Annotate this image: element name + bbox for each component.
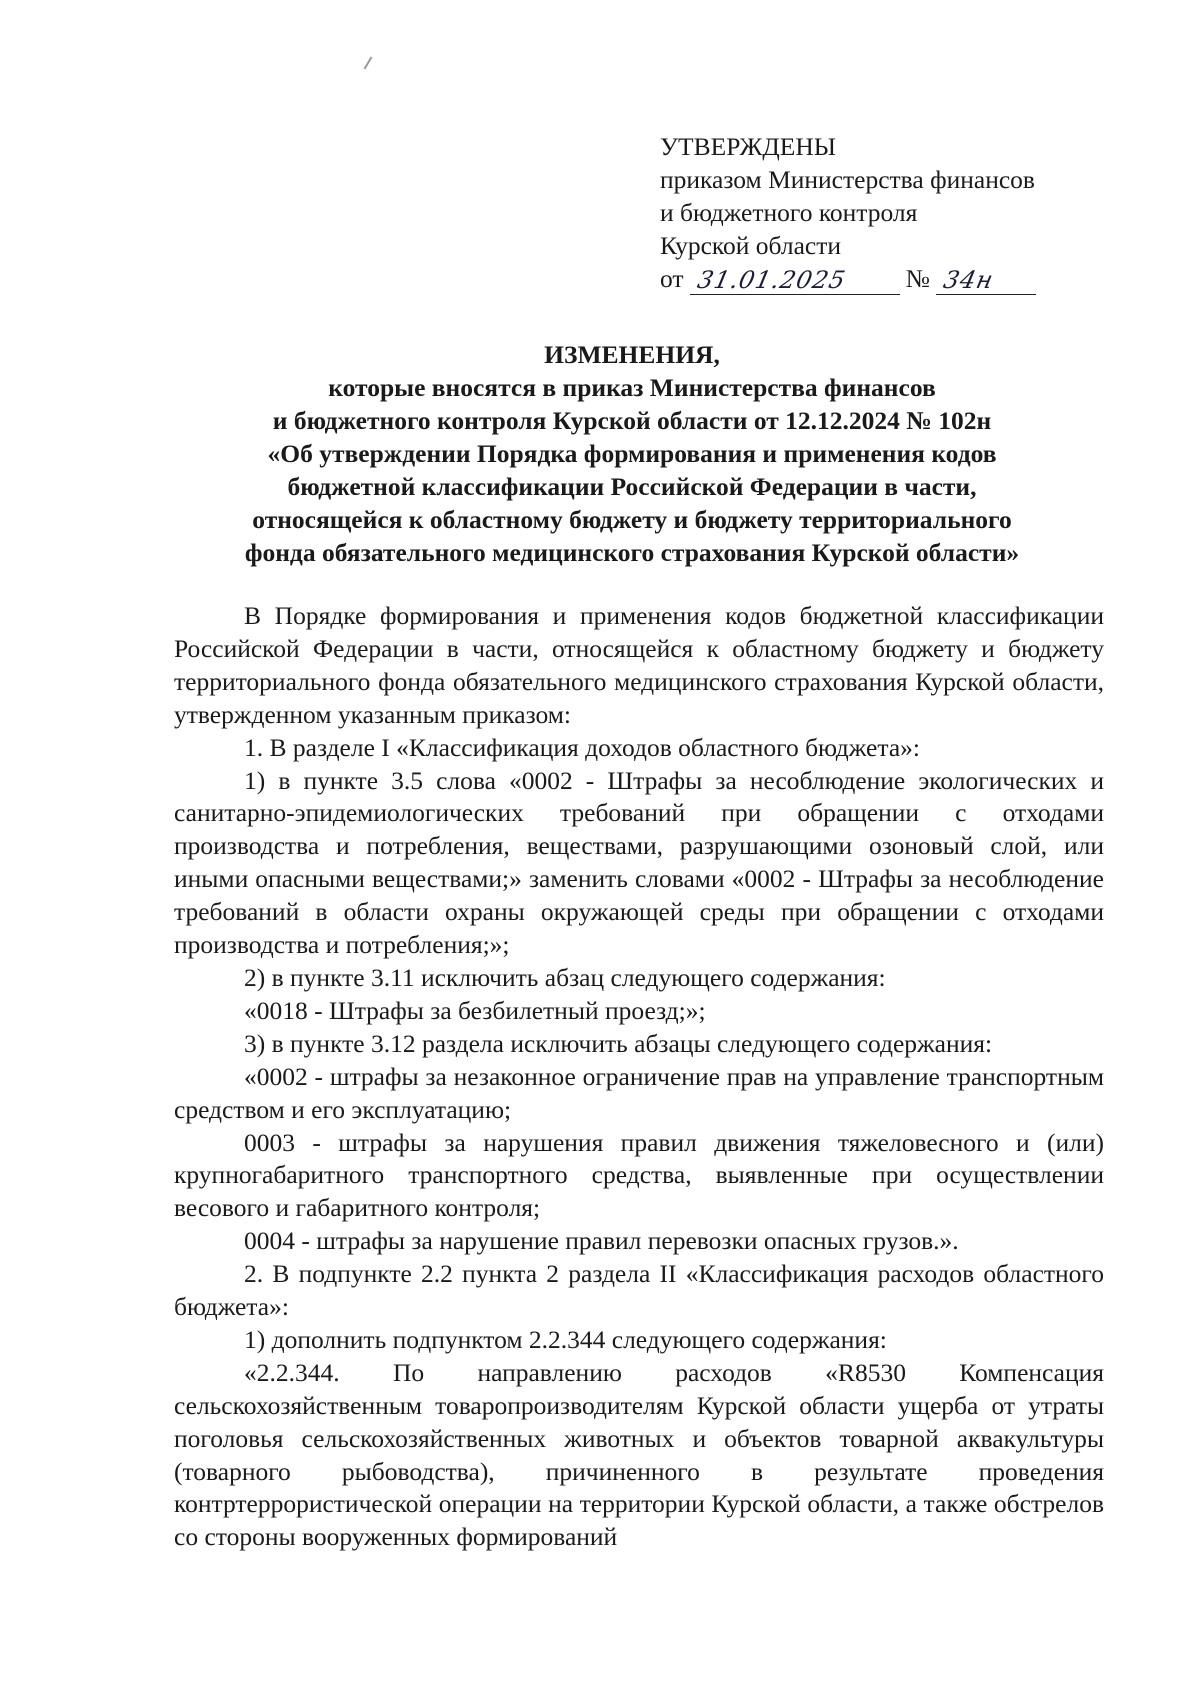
date-field: [690, 264, 900, 295]
handwritten-date: 31.01.2025: [694, 266, 848, 294]
approval-date-number-line: [660, 262, 1100, 295]
approval-line-3: Курской области: [660, 231, 842, 260]
item-1-2: 2) в пункте 3.11 исключить абзац следующего содержания:: [244, 962, 886, 992]
section-1-heading: 1. В разделе I «Классификация доходов областного бюджета»:: [244, 732, 920, 762]
approval-line-1: приказом Министерства финансов: [660, 165, 1035, 194]
handwritten-number: 34н: [940, 266, 997, 294]
section-2-heading: 2. В подпункте 2.2 пункта 2 раздела II «Классификация расходов областного бюджета»:: [174, 1259, 1104, 1322]
date-prefix: от: [660, 264, 684, 293]
number-prefix: №: [905, 264, 930, 293]
item-1-1: 1) в пункте 3.5 слова «0002 - Штрафы за несоблюдение экологических и санитарно-эпидемиологических требований при обращении с отходами производства и потребления, веществами, разрушающими озоновый слой, или иными опасными веществами;» заменить словами «0002 - Штрафы за несоблюдение требований в области охраны окружающей среды при обращении с отходами производства и потребления;»;: [174, 765, 1104, 960]
title-line-4: «Об утверждении Порядка формирования и применения кодов: [267, 439, 997, 468]
item-1-3: 3) в пункте 3.12 раздела исключить абзацы следующего содержания:: [244, 1028, 993, 1058]
item-1-3-b: 0003 - штрафы за нарушения правил движения тяжеловесного и (или) крупногабаритного транспортного средства, выявленные при осуществлении весового и габаритного контроля;: [174, 1127, 1104, 1223]
item-1-3-a: «0002 - штрафы за незаконное ограничение прав на управление транспортным средством и его эксплуатацию;: [174, 1061, 1104, 1124]
item-2-1-text: «2.2.344. По направлению расходов «R8530 Компенсация сельскохозяйственным товаропроизводителям Курской области ущерба от утраты поголовья сельскохозяйственных животных и объектов товарной аквакультуры (товарного рыбоводства), причиненного в результате проведения контртеррористической операции на территории Курской области, а также обстрелов со стороны вооруженных формирований: [174, 1357, 1104, 1552]
approval-block: [660, 130, 1100, 295]
intro-paragraph: В Порядке формирования и применения кодов бюджетной классификации Российской Федерации в части, относящейся к областному бюджету и бюджету территориального фонда обязательного медицинского страхования Курской области, утвержденном указанным приказом:: [174, 601, 1104, 729]
title-line-5: бюджетной классификации Российской Федерации в части,: [287, 472, 977, 501]
title-line-3: и бюджетного контроля Курской области от 12.12.2024 № 102н: [272, 406, 992, 435]
document-title: [160, 338, 1104, 569]
title-line-1: ИЗМЕНЕНИЯ,: [544, 340, 720, 369]
title-line-7: фонда обязательного медицинского страхования Курской области»: [244, 538, 1020, 567]
number-field: [936, 264, 1036, 295]
document-body: [174, 600, 1104, 1554]
approval-line-2: и бюджетного контроля: [660, 198, 918, 227]
item-1-3-c: 0004 - штрафы за нарушение правил перевозки опасных грузов.».: [244, 1226, 959, 1256]
item-1-2-text: «0018 - Штрафы за безбилетный проезд;»;: [244, 995, 706, 1025]
title-line-2: которые вносятся в приказ Министерства финансов: [328, 373, 936, 402]
item-2-1: 1) дополнить подпунктом 2.2.344 следующего содержания:: [244, 1324, 887, 1354]
approval-heading: УТВЕРЖДЕНЫ: [660, 132, 836, 161]
stray-pen-mark: [364, 56, 373, 69]
title-line-6: относящейся к областному бюджету и бюджету территориального: [252, 505, 1012, 534]
